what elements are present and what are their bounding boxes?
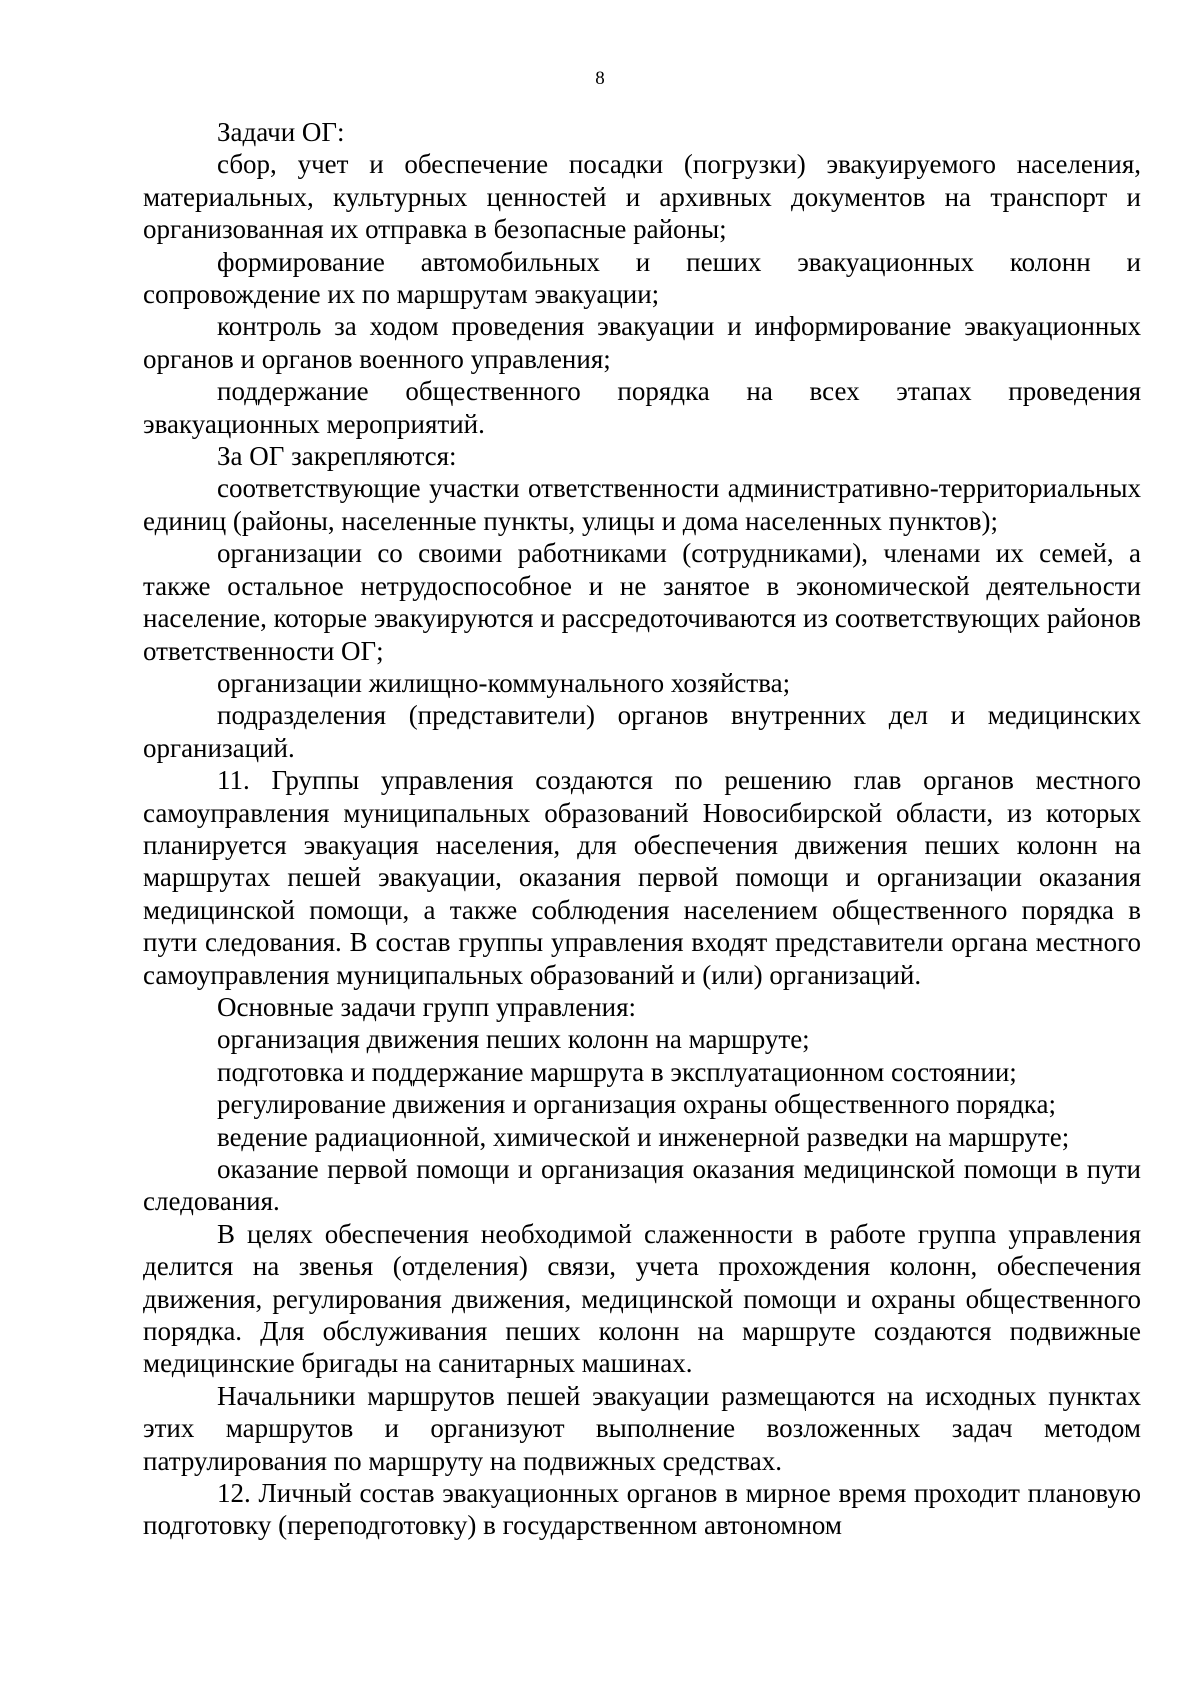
paragraph: 12. Личный состав эвакуационных органов в мирное время проходит плановую подготовку (переподготовку) в государственном автономном bbox=[143, 1478, 1141, 1541]
paragraph: В целях обеспечения необходимой слаженности в работе группа управления делится на звенья (отделения) связи, учета прохождения колонн, обеспечения движения, регулирования движения, медицинской помощи и охраны общественного порядка. Для обслуживания пеших колонн на маршруте создаются подвижные медицинские бригады на санитарных машинах. bbox=[143, 1218, 1141, 1379]
paragraph: За ОГ закрепляются: bbox=[217, 441, 457, 472]
paragraph: контроль за ходом проведения эвакуации и информирование эвакуационных органов и органов военного управления; bbox=[143, 311, 1141, 374]
paragraph: организация движения пеших колонн на маршруте; bbox=[217, 1024, 810, 1055]
paragraph: организации со своими работниками (сотрудниками), членами их семей, а также остальное нетрудоспособное и не занятое в экономической деятельности население, которые эвакуируются и рассредоточиваются из соответствующих районов ответственности ОГ; bbox=[143, 538, 1141, 666]
paragraph: соответствующие участки ответственности административно-территориальных единиц (районы, населенные пункты, улицы и дома населенных пунктов); bbox=[143, 473, 1141, 536]
paragraph: Начальники маршрутов пешей эвакуации размещаются на исходных пунктах этих маршрутов и организуют выполнение возложенных задач методом патрулирования по маршруту на подвижных средствах. bbox=[143, 1380, 1141, 1476]
paragraph: 11. Группы управления создаются по решению глав органов местного самоуправления муниципальных образований Новосибирской области, из которых планируется эвакуация населения, для обеспечения движения пеших колонн на маршрутах пешей эвакуации, оказания первой помощи и организации оказания медицинской помощи, а также соблюдения населением общественного порядка в пути следования. В состав группы управления входят представители органа местного самоуправления муниципальных образований и (или) организаций. bbox=[143, 765, 1141, 990]
paragraph: поддержание общественного порядка на всех этапах проведения эвакуационных мероприятий. bbox=[143, 376, 1141, 439]
paragraph: подразделения (представители) органов внутренних дел и медицинских организаций. bbox=[143, 700, 1141, 763]
paragraph: ведение радиационной, химической и инженерной разведки на маршруте; bbox=[217, 1121, 1070, 1152]
paragraph: организации жилищно-коммунального хозяйства; bbox=[217, 667, 791, 698]
paragraph: регулирование движения и организация охраны общественного порядка; bbox=[217, 1089, 1057, 1120]
paragraph: Основные задачи групп управления: bbox=[217, 991, 637, 1022]
paragraph: оказание первой помощи и организация оказания медицинской помощи в пути следования. bbox=[143, 1154, 1141, 1217]
paragraph: Задачи ОГ: bbox=[217, 117, 345, 147]
page-number: 8 bbox=[595, 68, 605, 89]
paragraph: сбор, учет и обеспечение посадки (погрузки) эвакуируемого населения, материальных, культурных ценностей и архивных документов на транспорт и организованная их отправка в безопасные районы; bbox=[143, 149, 1141, 245]
document-body bbox=[143, 116, 1141, 1542]
paragraph: подготовка и поддержание маршрута в эксплуатационном состоянии; bbox=[217, 1056, 1017, 1087]
paragraph: формирование автомобильных и пеших эвакуационных колонн и сопровождение их по маршрутам эвакуации; bbox=[143, 246, 1141, 310]
